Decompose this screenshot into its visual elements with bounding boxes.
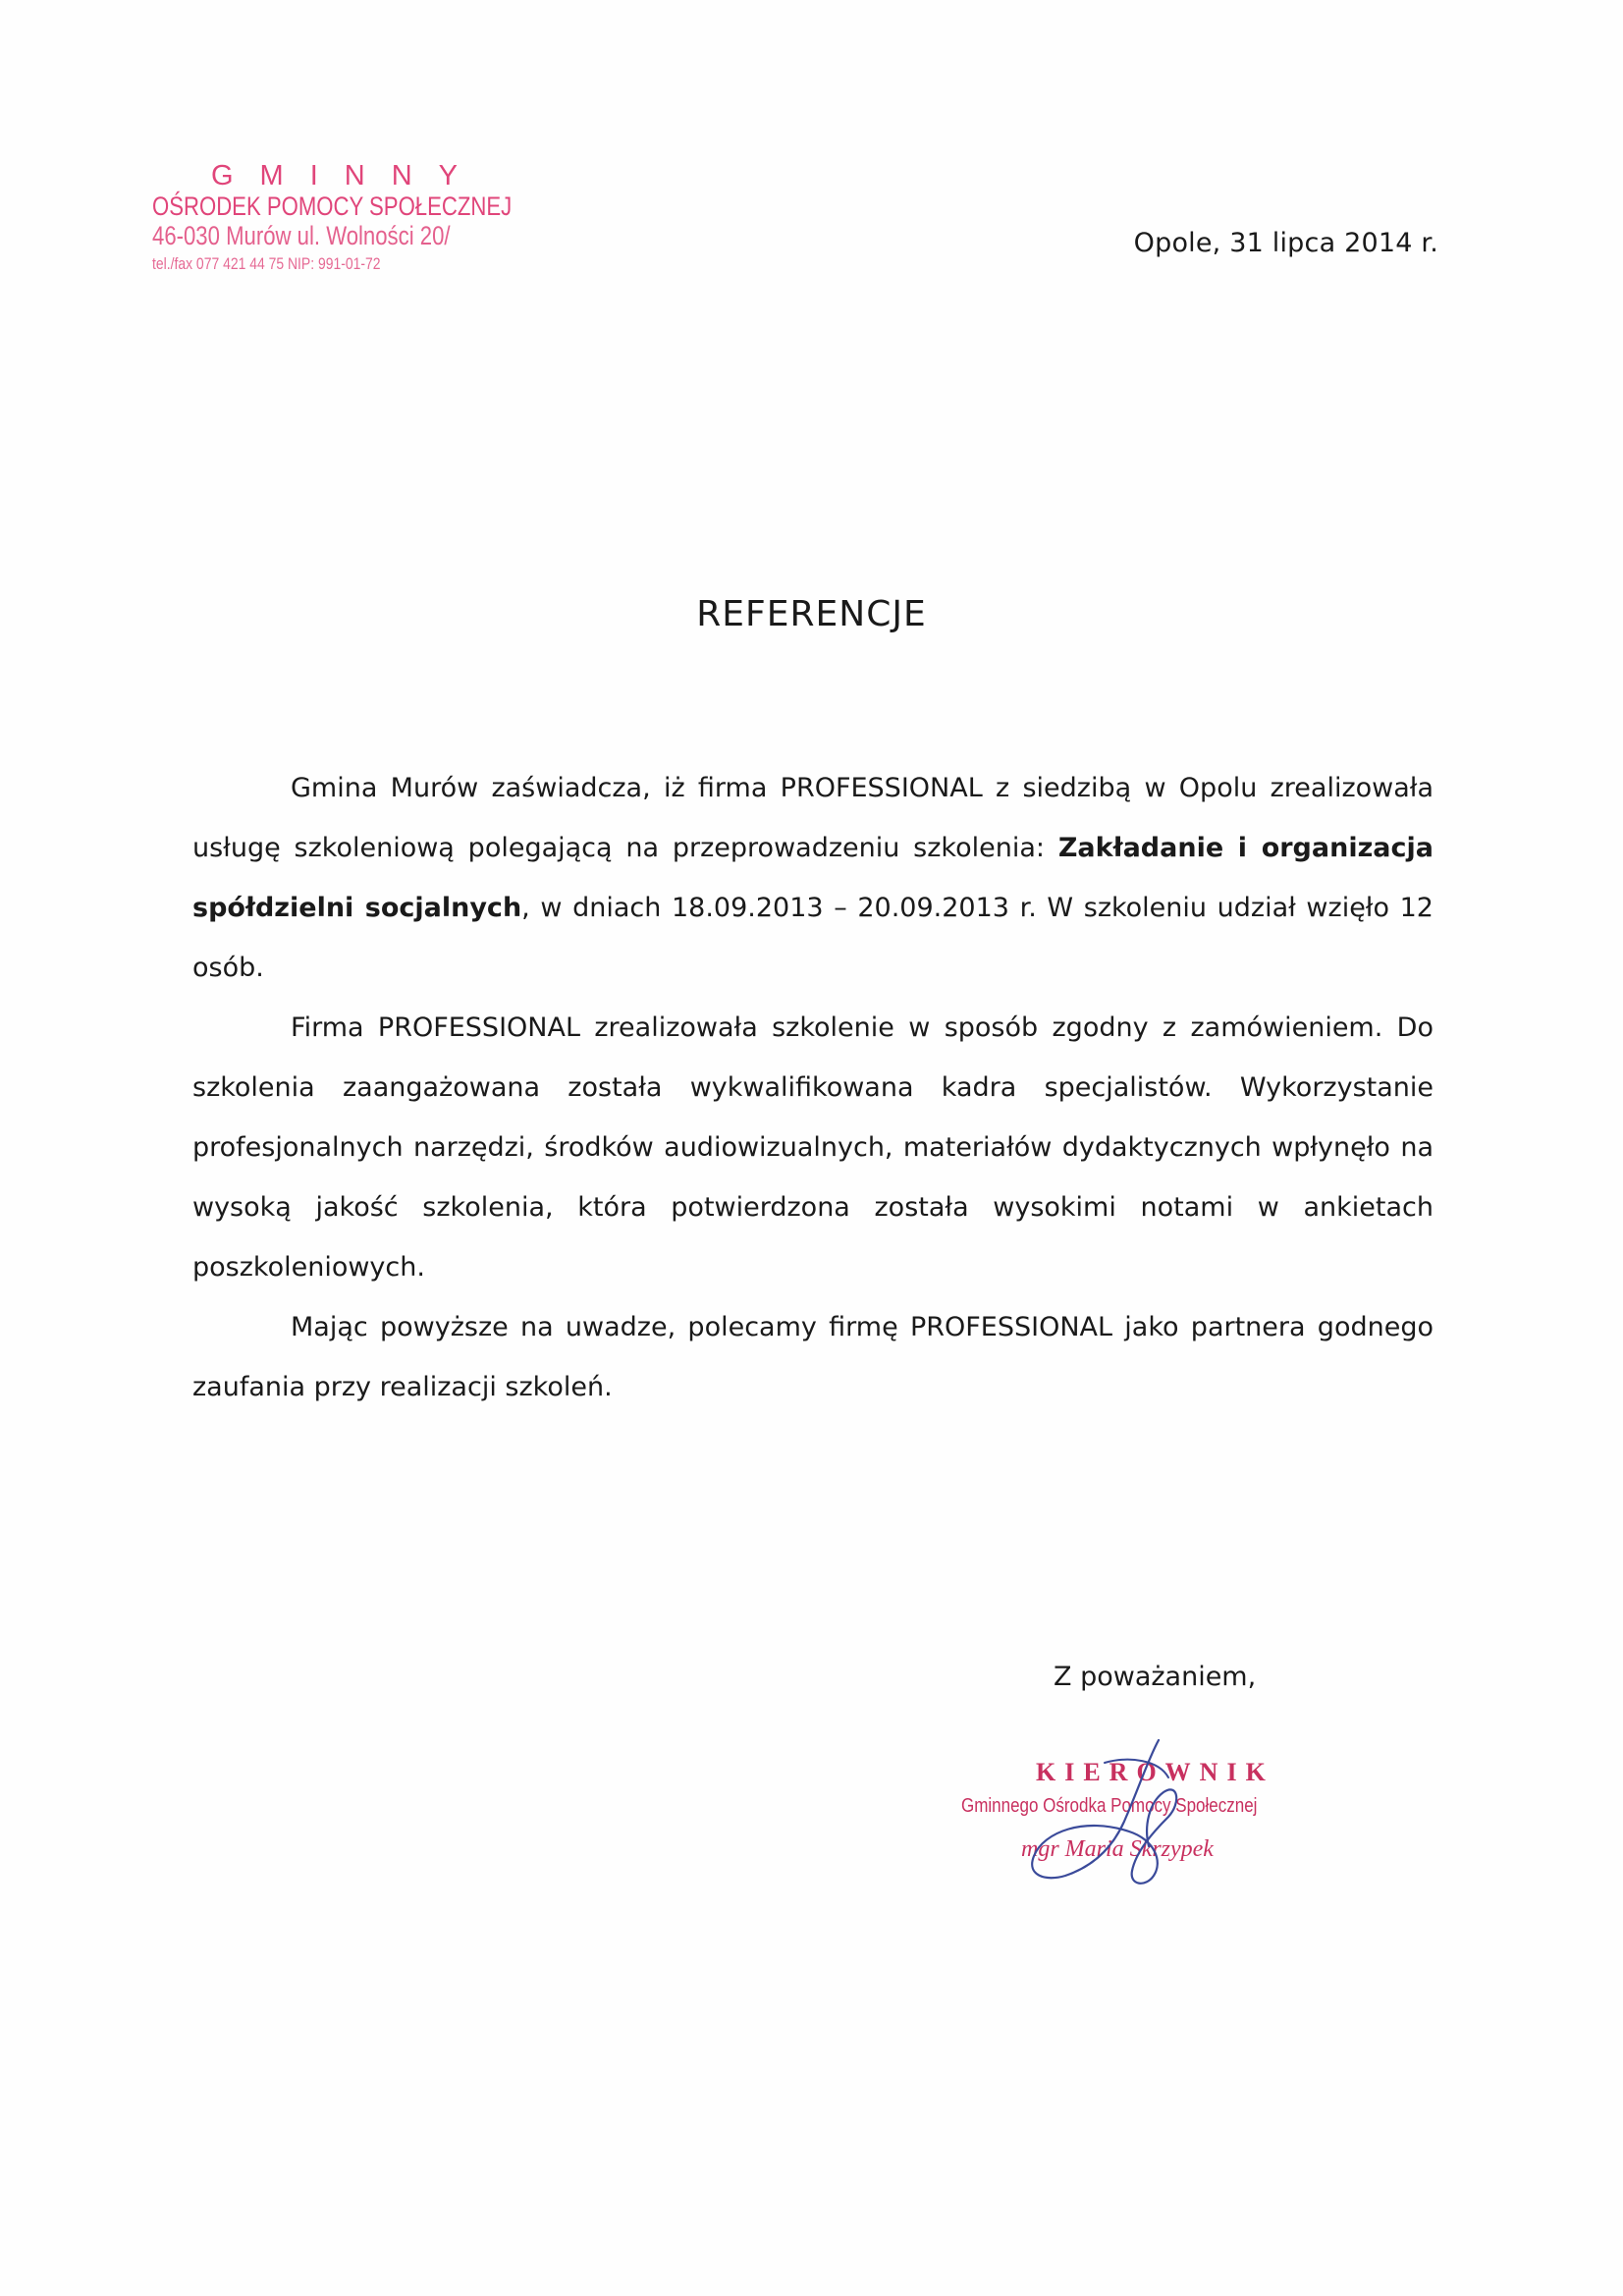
document-title: REFERENCJE [696,594,927,634]
signature-name: mgr Maria Skrzypek [1021,1836,1214,1862]
signature-stamp [957,1738,1350,1895]
signature-org: Gminnego Ośrodka Pomocy Społecznej [961,1795,1258,1817]
office-stamp [152,162,515,272]
paragraph-1-start: Gmina Murów zaświadcza, iż firma PROFESSIONAL z siedzibą w Opolu zrealizowała usługę szkoleniową polegającą na przeprowadzeniu szkolenia: [192,773,1434,863]
letter-date: Opole, 31 lipca 2014 r. [1133,228,1438,258]
stamp-line-3: 46-030 Murów ul. Wolności 20/ [152,221,451,250]
letter-body [192,758,1434,1417]
stamp-line-2: OŚRODEK POMOCY SPOŁECZNEJ [152,191,513,221]
paragraph-2: Firma PROFESSIONAL zrealizowała szkolenie w sposób zgodny z zamówieniem. Do szkolenia zaangażowana została wykwalifikowana kadra specjalistów. Wykorzystanie profesjonalnych narzędzi, środków audiowizualnych, materiałów dydaktycznych wpłynęło na wysoką jakość szkolenia, która potwierdzona została wysokimi notami w ankietach poszkoleniowych. [192,1012,1434,1283]
training-name: Zakładanie i organizacja spółdzielni socjalnych [192,833,1434,923]
paragraph-1 [192,758,1434,998]
stamp-line-4: tel./fax 077 421 44 75 NIP: 991-01-72 [152,254,381,273]
handwritten-signature-icon [957,1738,1350,1895]
paragraph-1-end: , w dniach 18.09.2013 – 20.09.2013 r. W szkoleniu udział wzięło 12 osób. [192,893,1434,983]
signature-title: KIEROWNIK [1036,1758,1274,1786]
stamp-line-1: GMINNY [211,160,484,191]
closing-salutation: Z poważaniem, [1054,1662,1257,1692]
paragraph-3: Mając powyższe na uwadze, polecamy firmę PROFESSIONAL jako partnera godnego zaufania przy realizacji szkoleń. [192,1312,1434,1402]
